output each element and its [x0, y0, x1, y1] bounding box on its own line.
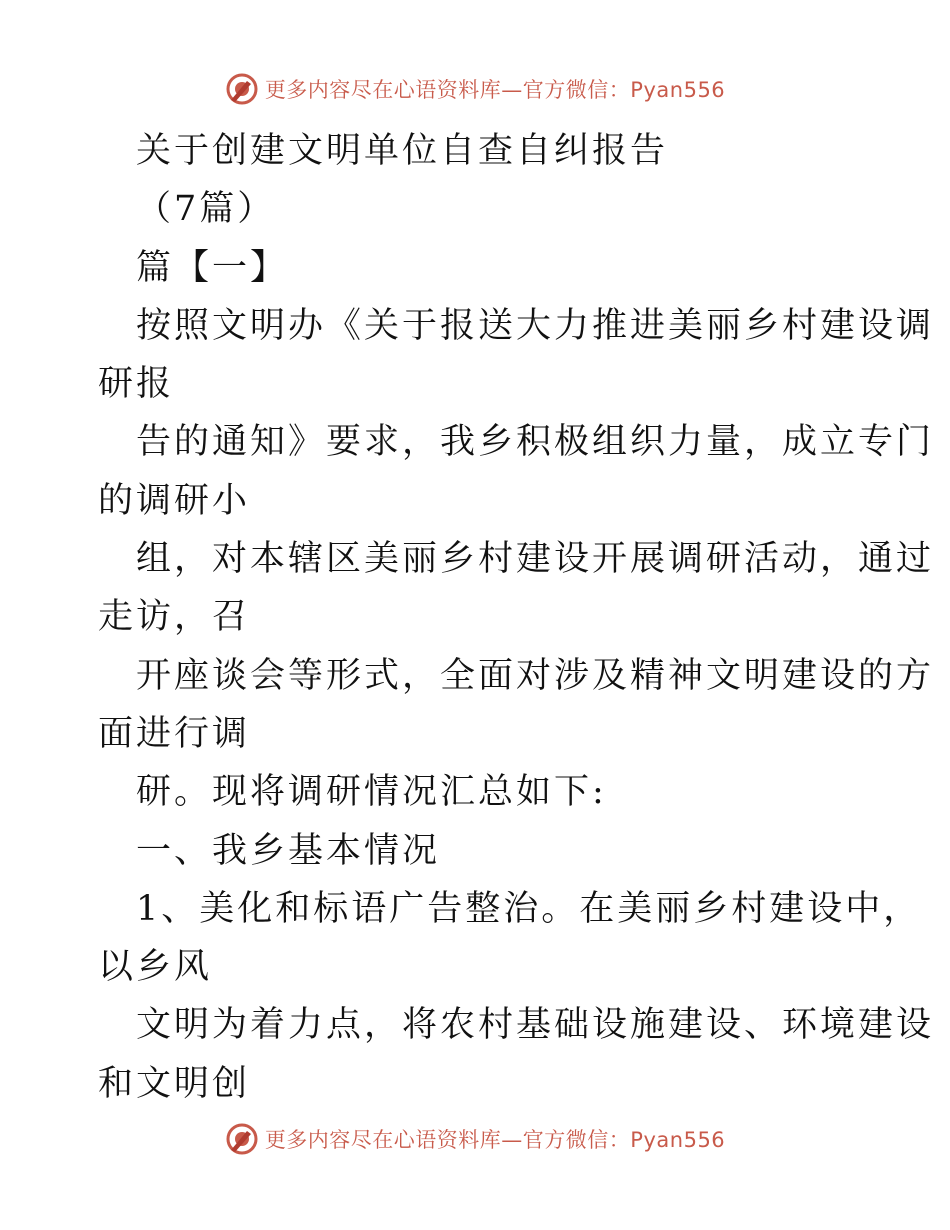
footer-watermark-banner [0, 1122, 950, 1156]
header-watermark-banner [0, 72, 950, 106]
paragraph-line: 面进行调 [98, 713, 251, 754]
paragraph-line: 开座谈会等形式，全面对涉及精神文明建设的方 [136, 655, 935, 696]
paragraph-line: 组，对本辖区美丽乡村建设开展调研活动，通过 [136, 539, 935, 580]
paragraph-line: 1、美化和标语广告整治。在美丽乡村建设中， [136, 888, 922, 929]
quill-logo-icon [225, 72, 259, 106]
section-heading: 篇【一】 [136, 247, 289, 288]
paragraph-line: 研报 [98, 364, 175, 405]
paragraph-line: 文明为着力点，将农村基础设施建设、环境建设 [136, 1005, 935, 1046]
quill-logo-icon [225, 1122, 259, 1156]
watermark-text: 更多内容尽在心语资料库—官方微信：Pyan556 [264, 78, 726, 102]
paragraph-line: 的调研小 [98, 480, 251, 521]
document-title: 关于创建文明单位自查自纠报告 [136, 131, 669, 171]
paragraph-line: 告的通知》要求，我乡积极组织力量，成立专门 [136, 422, 935, 463]
watermark-text: 更多内容尽在心语资料库—官方微信：Pyan556 [264, 1128, 726, 1152]
paragraph-line: 研。现将调研情况汇总如下: [136, 772, 607, 813]
section-subheading: 一、我乡基本情况 [136, 830, 441, 871]
paragraph-line: 以乡风 [98, 947, 213, 988]
paragraph-line: 和文明创 [98, 1063, 251, 1104]
document-subtitle: （7篇） [136, 189, 276, 230]
paragraph-line: 按照文明办《关于报送大力推进美丽乡村建设调 [136, 305, 935, 346]
document-body [98, 122, 935, 1113]
paragraph-line: 走访，召 [98, 597, 251, 638]
